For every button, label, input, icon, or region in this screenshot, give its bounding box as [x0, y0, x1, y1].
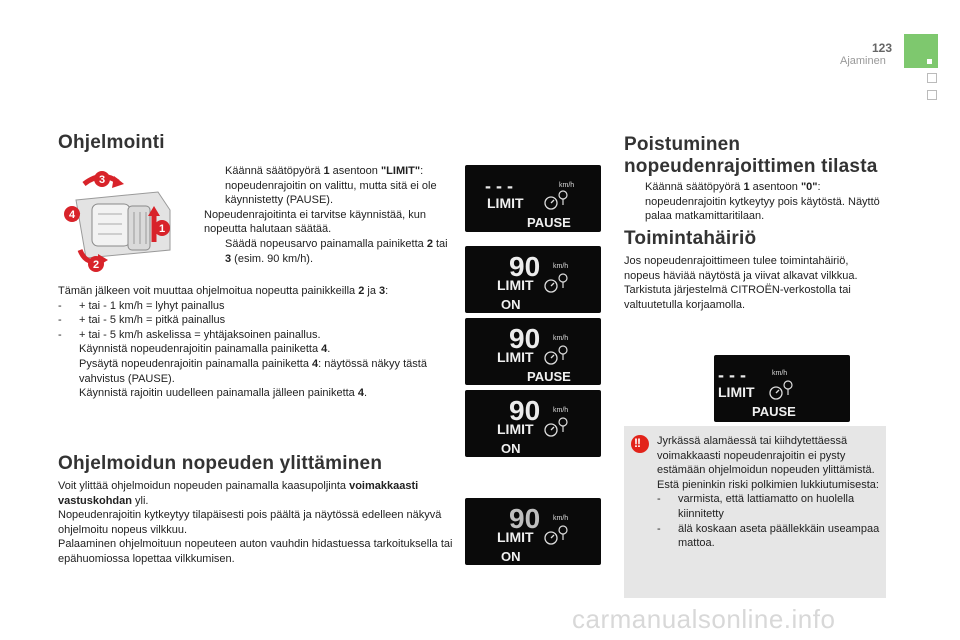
chapter-tab	[904, 34, 938, 68]
malfunction-text	[624, 254, 886, 312]
step-restart: Käynnistä rajoitin uudelleen painamalla jälleen painiketta 4.	[79, 387, 368, 400]
tab-square-icon	[927, 59, 932, 64]
speed-limiter-stalk-diagram	[58, 162, 188, 277]
section-title-ohjelmointi: Ohjelmointi	[58, 132, 165, 153]
display-on: ON	[501, 441, 521, 456]
title-line-2: nopeudenrajoittimen tilasta	[624, 156, 878, 177]
display-limit: LIMIT	[487, 195, 524, 211]
callout-1-label: 1	[158, 223, 166, 235]
display-speed: 90	[509, 251, 541, 282]
dash-item: - + tai - 5 km/h askelissa = yhtäjaksoinen painallus.	[58, 328, 321, 341]
malfunction-p1: Jos nopeudenrajoittimeen tulee toimintahäiriö, nopeus häviää näytöstä ja viivat alkavat vilkkua.	[624, 255, 858, 282]
note-no-start-needed: Nopeudenrajoitinta ei tarvitse käynnistää, kun nopeutta halutaan säätää.	[204, 208, 426, 236]
display-limit-on-90	[465, 246, 601, 313]
change-intro: Tämän jälkeen voit muuttaa ohjelmoitua nopeutta painikkeilla 2 ja 3:	[58, 285, 389, 297]
display-limit: LIMIT	[497, 529, 534, 545]
section-title-poistuminen	[624, 134, 878, 178]
display-limit-on-90-blinking	[465, 498, 601, 565]
display-unit: km/h	[553, 515, 569, 522]
warning-p2: Estä pieninkin riski polkimien lukkiutumisesta:	[657, 478, 879, 491]
override-p1: Voit ylittää ohjelmoidun nopeuden painamalla kaasupoljinta voimakkaasti vastuskohdan yli.	[58, 480, 419, 507]
display-limit: LIMIT	[497, 349, 534, 365]
tab-box-icon	[927, 73, 937, 83]
callout-3-label: 3	[98, 174, 106, 186]
display-speed: 90	[509, 503, 541, 534]
section-title-hairio: Toimintahäiriö	[624, 228, 757, 249]
step-adjust-speed: Säädä nopeusarvo painamalla painiketta 2 tai 3 (esim. 90 km/h).	[225, 237, 448, 265]
warning-icon	[631, 435, 649, 453]
dash-item: - varmista, että lattiamatto on huolella kiinnitetty	[657, 493, 855, 520]
watermark: carmanualsonline.info	[572, 604, 836, 634]
page-number: 123	[872, 41, 893, 55]
display-unit: km/h	[772, 370, 788, 377]
title-line-1: Poistuminen	[624, 134, 741, 155]
callout-2-label: 2	[92, 259, 100, 271]
override-p2: Nopeudenrajoitin kytkeytyy tilapäisesti pois päältä ja näytössä edelleen näkyvä ohjelmoitu nopeus vilkkuu.	[58, 509, 442, 536]
display-blank-speed: - - -	[485, 176, 513, 196]
display-pause: PAUSE	[527, 369, 571, 384]
display-pause: PAUSE	[752, 404, 796, 419]
display-unit: km/h	[559, 182, 575, 189]
speed-change-instructions	[58, 284, 458, 401]
callout-4-label: 4	[68, 209, 76, 221]
display-blank-speed: - - -	[718, 365, 746, 385]
display-on: ON	[501, 549, 521, 564]
display-limit: LIMIT	[497, 277, 534, 293]
exit-instructions	[624, 180, 886, 224]
display-pause: PAUSE	[527, 215, 571, 230]
tab-box-icon	[927, 90, 937, 100]
override-p3: Palaaminen ohjelmoituun nopeuteen auton vauhdin hidastuessa tarkoituksella tai epähuomiossa lopettaa vilkkumisen.	[58, 538, 453, 565]
step-start: Käynnistä nopeudenrajoitin painamalla painiketta 4.	[79, 343, 331, 356]
section-label: Ajaminen	[840, 55, 886, 67]
display-unit: km/h	[553, 335, 569, 342]
display-malfunction	[714, 355, 850, 422]
warning-p1: Jyrkässä alamäessä tai kiihdytettäessä voimakkaasti nopeudenrajoitin ei pysty estämään ohjelmoidun nopeuden ylittämistä.	[657, 435, 875, 477]
dash-item: - älä koskaan aseta päällekkäin useampaa mattoa.	[657, 522, 880, 550]
display-speed: 90	[509, 395, 541, 426]
display-limit-pause-90	[465, 318, 601, 385]
display-unit: km/h	[553, 407, 569, 414]
display-limit-pause-blank	[465, 165, 601, 232]
step-stop: Pysäytä nopeudenrajoitin painamalla painiketta 4: näytössä näkyy tästä vahvistus (PAUSE).	[79, 357, 427, 385]
override-text	[58, 479, 458, 567]
dash-item: - + tai - 5 km/h = pitkä painallus	[58, 314, 226, 327]
warning-text	[657, 434, 881, 551]
display-unit: km/h	[553, 263, 569, 270]
step-exit: Käännä säätöpyörä 1 asentoon "0": nopeudenrajoitin kytkeytyy pois käytöstä. Näyttö palaa matkamittaritilaan.	[645, 181, 880, 223]
step-limit: Käännä säätöpyörä 1 asentoon "LIMIT": nopeudenrajoitin on valittu, mutta sitä ei ole käynnistetty (PAUSE).	[225, 165, 437, 207]
display-limit: LIMIT	[497, 421, 534, 437]
display-speed: 90	[509, 323, 541, 354]
malfunction-p2: Tarkistuta järjestelmä CITROËN-verkostolla tai valtuutetulla korjaamolla.	[624, 284, 851, 311]
display-limit: LIMIT	[718, 384, 755, 400]
dash-item: - + tai - 1 km/h = lyhyt painallus	[58, 299, 225, 312]
programming-instructions	[204, 164, 456, 266]
display-limit-on-90	[465, 390, 601, 457]
section-title-ylitys: Ohjelmoidun nopeuden ylittäminen	[58, 453, 383, 474]
display-on: ON	[501, 297, 521, 312]
